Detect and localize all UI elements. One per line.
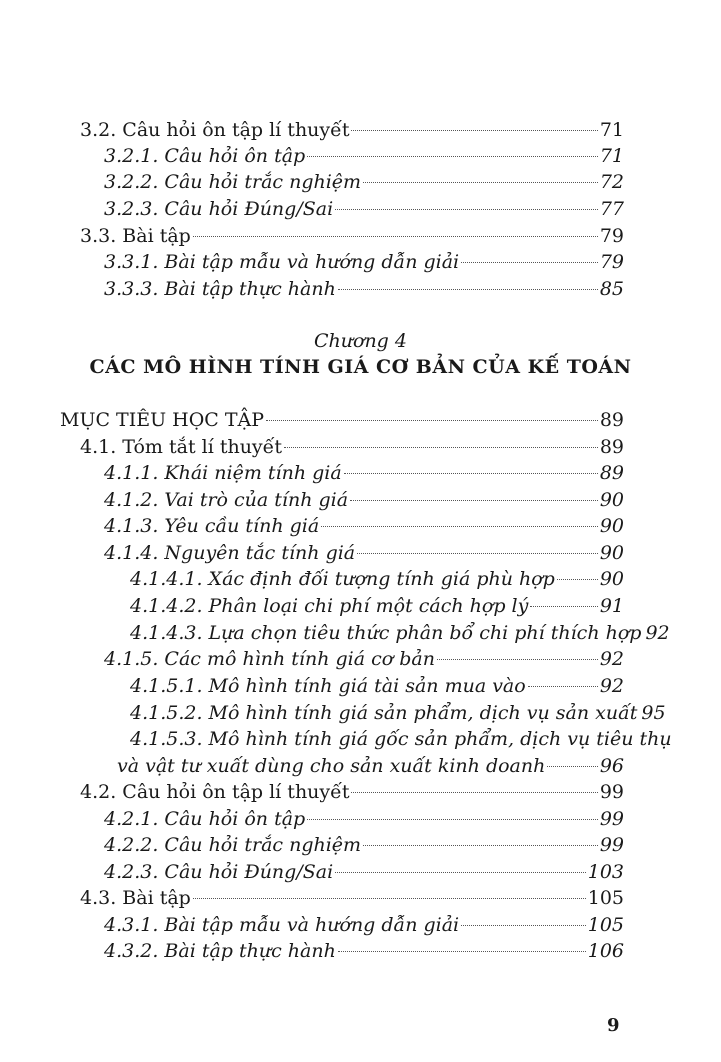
toc-page-number: 71 (599, 145, 624, 167)
toc-page-number: 92 (599, 648, 624, 670)
chapter-number: Chương 4 (314, 330, 407, 352)
toc-entry[interactable] (80, 434, 624, 460)
toc-label: 3.3. Bài tập (80, 225, 191, 247)
toc-entry[interactable] (130, 700, 666, 726)
toc-page-number: 89 (599, 436, 624, 458)
toc-label: 4.1.4. Nguyên tắc tính giá (104, 542, 356, 564)
toc-page-number: 103 (587, 861, 624, 883)
dot-leader (437, 659, 598, 660)
toc-entry[interactable] (104, 832, 624, 858)
toc-label: 4.1.4.1. Xác định đối tượng tính giá phù hợp (130, 568, 555, 590)
toc-page-number: 77 (599, 198, 624, 220)
dot-leader (557, 579, 598, 580)
dot-leader (266, 420, 598, 421)
dot-leader (461, 262, 598, 263)
toc-label: 3.2.3. Câu hỏi Đúng/Sai (104, 198, 334, 220)
toc-label: 4.1.5.3. Mô hình tính giá gốc sản phẩm, dịch vụ tiêu thụ (130, 728, 672, 750)
toc-entry[interactable] (104, 806, 624, 832)
dot-leader (307, 156, 598, 157)
toc-entry[interactable] (104, 487, 624, 513)
toc-page-number: 95 (641, 702, 666, 724)
toc-label: 3.2.2. Câu hỏi trắc nghiệm (104, 171, 362, 193)
toc-entry[interactable] (130, 673, 624, 699)
toc-page-number: 89 (599, 409, 624, 431)
page-number: 9 (607, 1015, 620, 1036)
toc-page-number: 105 (587, 887, 624, 909)
toc-label: 4.1.5.1. Mô hình tính giá tài sản mua vào (130, 675, 526, 697)
toc-page-number: 85 (599, 278, 624, 300)
toc-entry[interactable] (130, 593, 624, 619)
toc-label: 3.2. Câu hỏi ôn tập lí thuyết (80, 119, 350, 141)
toc-label: 4.2. Câu hỏi ôn tập lí thuyết (80, 781, 350, 803)
toc-label: 4.2.1. Câu hỏi ôn tập (104, 808, 306, 830)
toc-entry[interactable] (104, 196, 624, 222)
toc-entry[interactable] (60, 407, 624, 433)
toc-page-number: 79 (599, 251, 624, 273)
toc-label: MỤC TIÊU HỌC TẬP (60, 409, 265, 431)
toc-label: 4.1.1. Khái niệm tính giá (104, 462, 342, 484)
toc-page-number: 105 (587, 914, 624, 936)
toc-page-number: 72 (599, 171, 624, 193)
dot-leader (338, 951, 586, 952)
toc-entry[interactable] (117, 753, 624, 779)
toc-entry[interactable] (104, 938, 624, 964)
toc-label: 4.1.3. Yêu cầu tính giá (104, 515, 320, 537)
toc-page-number: 99 (599, 781, 624, 803)
toc-entry[interactable] (80, 223, 624, 249)
toc-entry[interactable] (104, 143, 624, 169)
dot-leader (284, 447, 598, 448)
toc-entry[interactable] (104, 513, 624, 539)
dot-leader (335, 872, 586, 873)
dot-leader (193, 236, 598, 237)
dot-leader (363, 182, 598, 183)
toc-entry[interactable] (80, 779, 624, 805)
toc-entry[interactable] (104, 912, 624, 938)
toc-label: 4.1.2. Vai trò của tính giá (104, 489, 349, 511)
dot-leader (461, 925, 586, 926)
dot-leader (350, 500, 598, 501)
toc-entry[interactable] (104, 276, 624, 302)
toc-page-number: 79 (599, 225, 624, 247)
toc-entry[interactable] (130, 620, 670, 646)
toc-label: và vật tư xuất dùng cho sản xuất kinh doanh (117, 755, 546, 777)
toc-entry[interactable] (104, 540, 624, 566)
toc-page-number: 90 (599, 489, 624, 511)
toc-page-number: 91 (599, 595, 624, 617)
dot-leader (344, 473, 598, 474)
toc-page-number: 99 (599, 808, 624, 830)
toc-page-number: 106 (587, 940, 624, 962)
toc-label: 4.2.3. Câu hỏi Đúng/Sai (104, 861, 334, 883)
toc-entry[interactable] (104, 646, 624, 672)
toc-label: 4.1.4.2. Phân loại chi phí một cách hợp lý (130, 595, 529, 617)
toc-entry[interactable] (104, 859, 624, 885)
dot-leader (321, 526, 598, 527)
toc-label: 4.3. Bài tập (80, 887, 191, 909)
dot-leader (338, 289, 598, 290)
chapter-title: CÁC MÔ HÌNH TÍNH GIÁ CƠ BẢN CỦA KẾ TOÁN (89, 356, 632, 378)
toc-label: 3.3.1. Bài tập mẫu và hướng dẫn giải (104, 251, 460, 273)
dot-leader (530, 606, 597, 607)
toc-page-number: 71 (599, 119, 624, 141)
toc-label: 4.1.5.2. Mô hình tính giá sản phẩm, dịch vụ sản xuất (130, 702, 638, 724)
toc-page-number: 90 (599, 515, 624, 537)
dot-leader (528, 686, 598, 687)
toc-entry[interactable] (104, 460, 624, 486)
toc-label: 4.3.2. Bài tập thực hành (104, 940, 336, 962)
toc-page-number: 96 (599, 755, 624, 777)
toc-label: 4.2.2. Câu hỏi trắc nghiệm (104, 834, 362, 856)
toc-label: 3.3.3. Bài tập thực hành (104, 278, 336, 300)
toc-page-number: 92 (599, 675, 624, 697)
dot-leader (351, 130, 597, 131)
toc-entry[interactable] (80, 117, 624, 143)
toc-label: 3.2.1. Câu hỏi ôn tập (104, 145, 306, 167)
dot-leader (335, 209, 598, 210)
toc-page-number: 89 (599, 462, 624, 484)
toc-label: 4.1.4.3. Lựa chọn tiêu thức phân bổ chi phí thích hợp (130, 622, 642, 644)
toc-label: 4.3.1. Bài tập mẫu và hướng dẫn giải (104, 914, 460, 936)
toc-entry[interactable] (80, 885, 624, 911)
toc-page-number: 92 (645, 622, 670, 644)
dot-leader (307, 819, 598, 820)
toc-page-number: 90 (599, 568, 624, 590)
toc-label: 4.1. Tóm tắt lí thuyết (80, 436, 282, 458)
dot-leader (357, 553, 598, 554)
dot-leader (193, 898, 586, 899)
toc-label: 4.1.5. Các mô hình tính giá cơ bản (104, 648, 435, 670)
toc-entry[interactable] (104, 169, 624, 195)
toc-page-number: 99 (599, 834, 624, 856)
toc-page-number: 90 (599, 542, 624, 564)
toc-entry[interactable] (104, 249, 624, 275)
toc-entry[interactable] (130, 566, 624, 592)
dot-leader (363, 845, 598, 846)
toc-entry-wrapped[interactable] (130, 726, 672, 752)
dot-leader (351, 792, 597, 793)
dot-leader (547, 766, 597, 767)
